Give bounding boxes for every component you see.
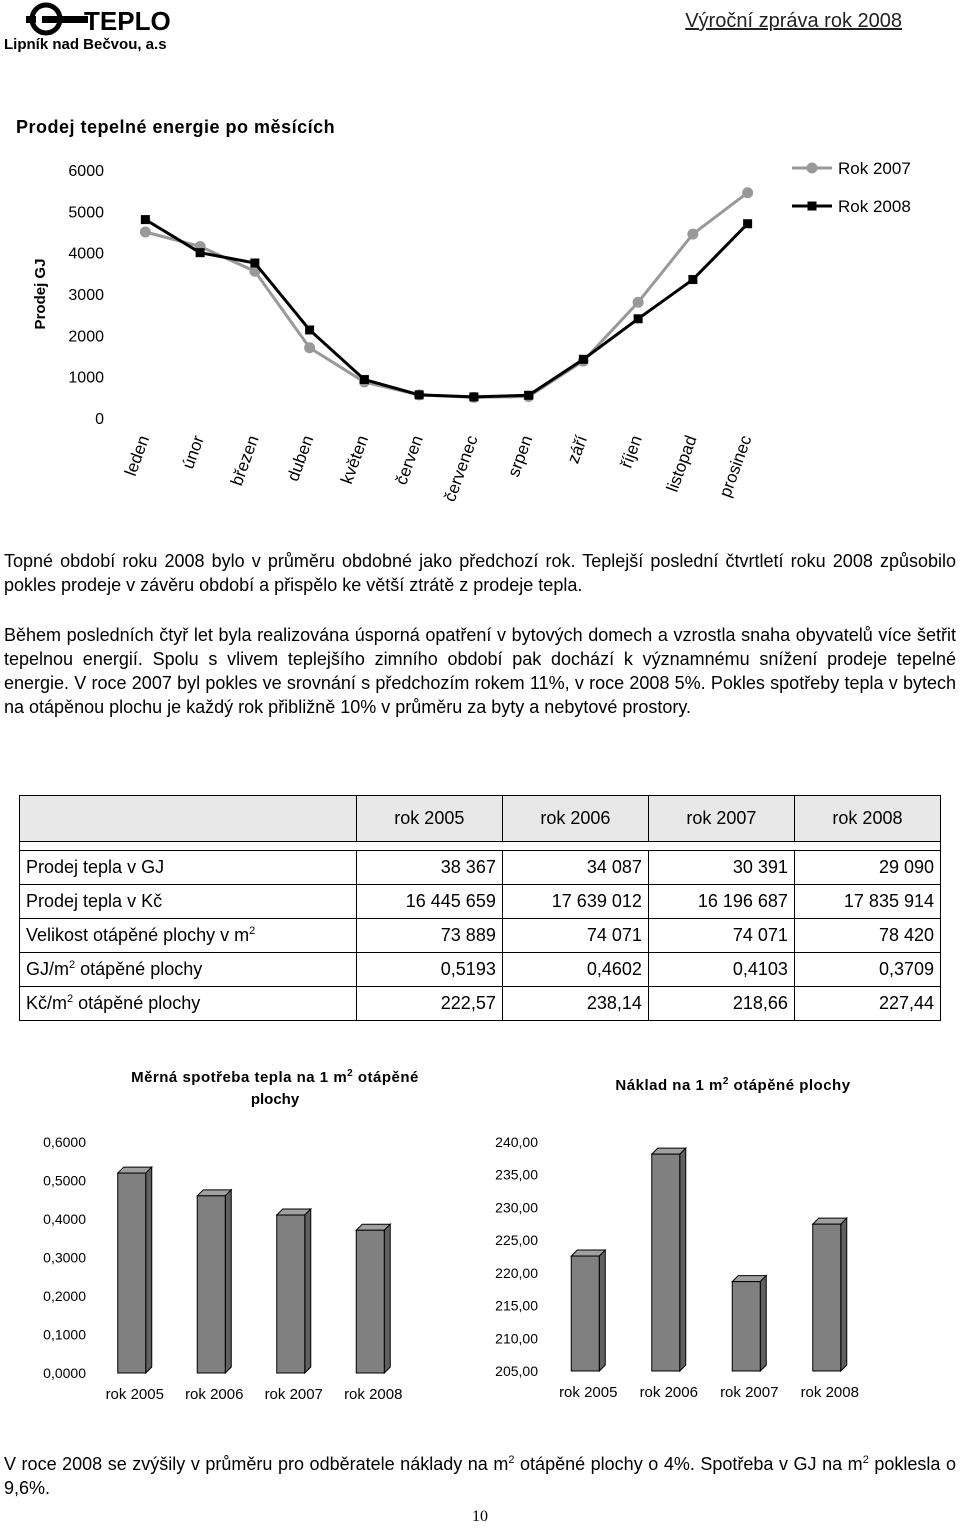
table-cell: 78 420: [794, 919, 940, 953]
y-tick-label: 0,4000: [43, 1211, 86, 1227]
x-tick-label: prosinec: [715, 432, 756, 500]
x-tick-label: rok 2005: [559, 1384, 618, 1401]
page-number: 10: [472, 1508, 488, 1525]
bar: [652, 1154, 680, 1371]
x-tick-label: rok 2008: [800, 1384, 859, 1401]
report-title: Výroční zpráva rok 2008: [685, 10, 902, 32]
data-point: [742, 187, 753, 198]
table-cell: 16 196 687: [648, 885, 794, 919]
x-tick-label: rok 2007: [720, 1384, 779, 1401]
table-cell: 238,14: [502, 987, 648, 1021]
table-cell: 222,57: [356, 987, 502, 1021]
y-tick-label: 2000: [68, 328, 104, 346]
legend-marker: [807, 163, 818, 174]
x-tick-label: květen: [337, 432, 373, 487]
x-tick-label: březen: [226, 432, 263, 489]
x-tick-label: červenec: [440, 432, 482, 505]
x-tick-label: srpen: [503, 432, 537, 480]
x-tick-label: únor: [178, 432, 208, 472]
x-tick-label: listopad: [662, 432, 701, 495]
legend-marker: [808, 202, 817, 211]
paragraph-savings: Během posledních čtyř let byla realizována úsporná opatření v bytových domech a vzrostla snaha obyvatelů více šetřit tepelnou energií. Spolu s vlivem teplejšího zimního období pak dochází k významnému snížení prodeje tepelné energie. V roce 2007 byl pokles ve srovnání s předchozím rokem 11%, v roce 2008 5%. Pokles spotřeby tepla v bytech na otápěnou plochu je každý rok přibližně 10% v průměru za byty a nebytové prostory.: [4, 625, 956, 717]
paragraph-conclusion: V roce 2008 se zvýšily v průměru pro odběratele náklady na $m^2$ otápěné plochy o 4%. Spotřeba v GJ na $m^2$ poklesla o 9,6%.: [4, 1454, 956, 1498]
row-label: Velikost otápěné plochy v $m^2$: [20, 919, 357, 953]
data-point: [524, 391, 533, 400]
table-cell: 74 071: [502, 919, 648, 953]
y-tick-label: 225,00: [495, 1232, 538, 1249]
heat-sales-table: [19, 795, 941, 1021]
table-row: [20, 987, 941, 1021]
logo-text: TEPLO: [84, 6, 171, 36]
row-label: Prodej tepla v Kč: [20, 885, 357, 919]
data-point: [688, 275, 697, 284]
bar-chart-title: Náklad na 1 $m^2$ otápěné plochy: [615, 1076, 851, 1094]
data-point: [469, 392, 478, 401]
x-tick-label: rok 2006: [639, 1384, 698, 1401]
y-tick-label: 6000: [68, 163, 104, 180]
table-row: [20, 851, 941, 885]
series-line: [145, 220, 747, 397]
bar: [571, 1256, 599, 1371]
header-rok-2006: rok 2006: [502, 796, 648, 842]
y-tick-label: 0,2000: [43, 1288, 86, 1304]
x-tick-label: duben: [283, 432, 318, 484]
y-tick-label: 0,5000: [43, 1172, 86, 1189]
table-cell: 38 367: [356, 851, 502, 885]
y-tick-label: 220,00: [495, 1264, 538, 1281]
table-row: [20, 919, 941, 953]
data-point: [743, 219, 752, 228]
table-cell: 34 087: [502, 851, 648, 885]
y-tick-label: 215,00: [495, 1297, 538, 1314]
y-tick-label: 210,00: [495, 1330, 538, 1347]
table-cell: 0,4602: [502, 953, 648, 987]
bar: [118, 1173, 146, 1373]
bar-side: [146, 1167, 152, 1373]
table-row: [20, 885, 941, 919]
data-point: [360, 375, 369, 384]
bar: [197, 1196, 225, 1373]
data-point: [415, 390, 424, 399]
bar: [732, 1282, 760, 1371]
x-tick-label: rok 2007: [264, 1386, 323, 1403]
x-tick-label: červen: [391, 432, 427, 488]
bar-chart-title: Měrná spotřeba tepla na 1 $m^2$ otápěné: [131, 1068, 419, 1086]
table-header-row: [20, 796, 941, 842]
data-point: [140, 227, 151, 238]
table-cell: 17 639 012: [502, 885, 648, 919]
y-tick-label: 230,00: [495, 1199, 538, 1216]
table-cell: 17 835 914: [794, 885, 940, 919]
data-point: [250, 259, 259, 268]
y-tick-label: 240,00: [495, 1134, 538, 1150]
y-tick-label: 4000: [68, 245, 104, 263]
y-tick-label: 3000: [68, 287, 104, 304]
table-corner-cell: [20, 796, 357, 842]
company-name: Lipník nad Bečvou, a.s: [4, 36, 167, 53]
bar-side: [305, 1209, 311, 1373]
y-tick-label: 5000: [68, 204, 104, 222]
y-tick-label: 0,6000: [43, 1134, 86, 1150]
bar-side: [680, 1148, 686, 1371]
header-rok-2008: rok 2008: [794, 796, 940, 842]
table-spacer-row: [20, 842, 941, 851]
legend-label: Rok 2007: [838, 159, 911, 178]
x-tick-label: rok 2005: [105, 1386, 164, 1403]
legend-label: Rok 2008: [838, 197, 911, 216]
table-cell: 0,4103: [648, 953, 794, 987]
y-tick-label: 0,1000: [43, 1326, 86, 1343]
row-label: $GJ/m^2$ otápěné plochy: [20, 953, 357, 987]
bar-chart-title-line2: plochy: [250, 1091, 300, 1108]
table-cell: 0,3709: [794, 953, 940, 987]
data-point: [634, 314, 643, 323]
bar: [277, 1215, 305, 1373]
data-point: [687, 229, 698, 240]
header-rok-2007: rok 2007: [648, 796, 794, 842]
y-tick-label: 0,0000: [43, 1365, 86, 1381]
data-point: [196, 248, 205, 257]
data-point: [305, 325, 314, 334]
bar-side: [225, 1190, 231, 1373]
header-rok-2005: rok 2005: [356, 796, 502, 842]
bar-side: [384, 1224, 390, 1373]
y-tick-label: 1000: [68, 369, 104, 387]
y-tick-label: 205,00: [495, 1363, 538, 1379]
bar-side: [760, 1276, 766, 1371]
table-cell: 74 071: [648, 919, 794, 953]
line-chart-title: Prodej tepelné energie po měsících: [16, 117, 336, 137]
table-cell: 218,66: [648, 987, 794, 1021]
table-cell: 227,44: [794, 987, 940, 1021]
specific-consumption-bar-chart: [0, 1060, 470, 1410]
table-row: [20, 953, 941, 987]
table-cell: 29 090: [794, 851, 940, 885]
x-tick-label: říjen: [616, 432, 646, 471]
bar-side: [599, 1250, 605, 1371]
table-cell: 16 445 659: [356, 885, 502, 919]
row-label: Prodej tepla v GJ: [20, 851, 357, 885]
cost-per-m2-bar-chart: [470, 1060, 940, 1410]
data-point: [579, 355, 588, 364]
y-tick-label: 0,3000: [43, 1249, 86, 1266]
monthly-sales-line-chart: [0, 150, 960, 530]
table-cell: 30 391: [648, 851, 794, 885]
data-point: [633, 297, 644, 308]
x-tick-label: rok 2008: [344, 1386, 403, 1403]
x-tick-label: leden: [121, 432, 154, 479]
bar-side: [841, 1218, 847, 1371]
bar: [813, 1224, 841, 1371]
y-tick-label: 0: [95, 411, 104, 428]
series-line: [145, 193, 747, 398]
paragraph-heating-season: Topné období roku 2008 bylo v průměru obdobné jako předchozí rok. Teplejší poslední čtvrtletí roku 2008 způsobilo pokles prodeje v závěru období a přispělo ke větší ztrátě z prodeje tepla.: [4, 551, 956, 595]
table-cell: 73 889: [356, 919, 502, 953]
y-tick-label: 235,00: [495, 1166, 538, 1183]
y-axis-title: Prodej GJ: [32, 258, 49, 330]
data-point: [304, 342, 315, 353]
table-cell: 0,5193: [356, 953, 502, 987]
bar: [356, 1230, 384, 1373]
x-tick-label: září: [563, 432, 592, 467]
data-point: [141, 215, 150, 224]
row-label: $Kč/m^2$ otápěné plochy: [20, 987, 357, 1021]
x-tick-label: rok 2006: [185, 1386, 244, 1403]
